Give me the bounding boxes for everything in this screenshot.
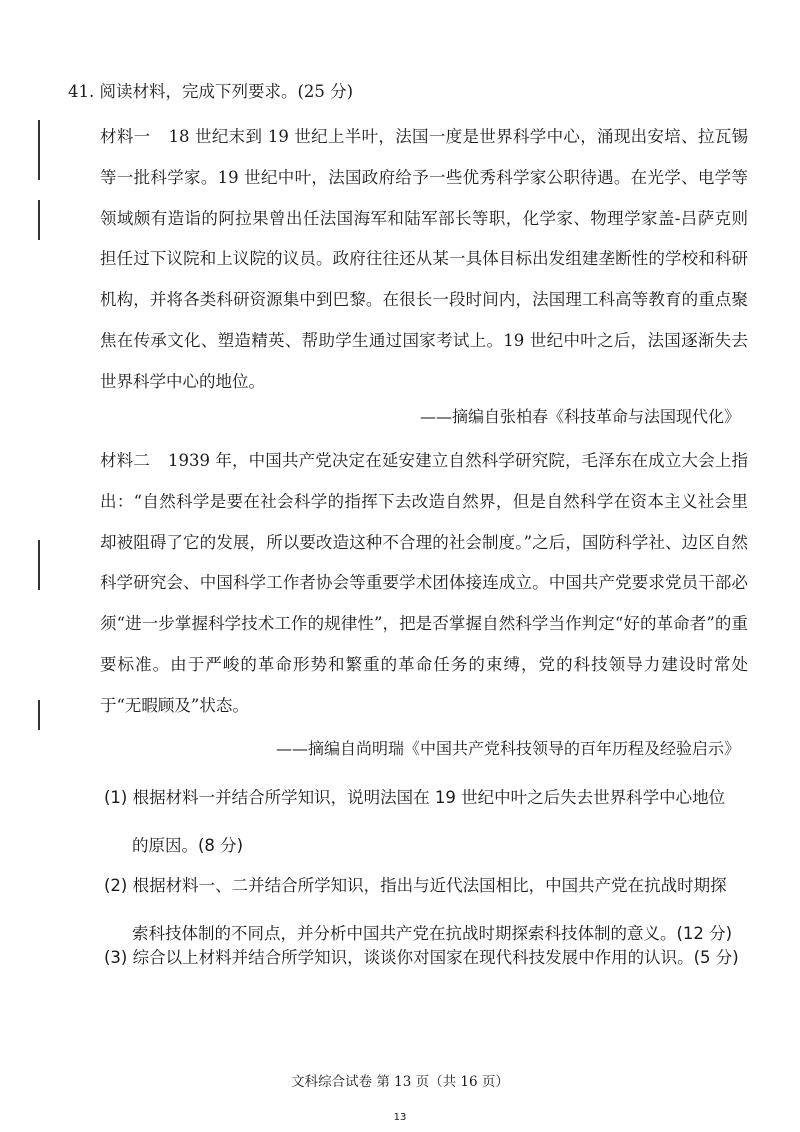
material-two-label: 材料二 [100, 451, 150, 470]
material-two-text: 1939 年，中国共产党决定在延安建立自然科学研究院，毛泽东在成立大会上指出：“自然科学是要在社会科学的指挥下去改造自然界，但是自然科学在资本主义社会里却被阻碍了它的发展，所以要改造这种不合理的社会制度。”之后，国防科学社、边区自然科学研究会、中国科学工作者协会等重要学术团体接连成立。中国共产党要求党员干部必须“进一步掌握科学技术工作的规律性”，把是否掌握自然科学当作判定“好的革命者”的重要标准。由于严峻的革命形势和繁重的革命任务的束缚，党的科技领导力建设时常处于“无暇顾及”状态。 [100, 451, 748, 715]
page-footer: 文科综合试卷 第 13 页（共 16 页） [291, 1074, 509, 1090]
binding-line-mark [38, 200, 40, 240]
sub-question-1-text: (1) 根据材料一并结合所学知识，说明法国在 19 世纪中叶之后失去世界科学中心地位的原因。(8 分) [104, 788, 726, 855]
binding-line-mark [38, 120, 40, 180]
material-one [100, 117, 748, 403]
material-two [100, 441, 748, 727]
material-one-text: 18 世纪末到 19 世纪上半叶，法国一度是世界科学中心，涌现出安培、拉瓦锡等一批科学家。19 世纪中叶，法国政府给予一些优秀科学家公职待遇。在光学、电学等领域颇有造诣的阿拉果曾出任法国海军和陆军部长等职，化学家、物理学家盖-吕萨克则担任过下议院和上议院的议员。政府往往还从某一具体目标出发组建垄断性的学校和科研机构，并将各类科研资源集中到巴黎。在很长一段时间内，法国理工科高等教育的重点聚焦在传承文化、塑造精英、帮助学生通过国家考试上。19 世纪中叶之后，法国逐渐失去世界科学中心的地位。 [100, 127, 749, 391]
material-one-label: 材料一 [100, 127, 151, 146]
sub-question-2-text: (2) 根据材料一、二并结合所学知识，指出与近代法国相比，中国共产党在抗战时期探索科技体制的不同点，并分析中国共产党在抗战时期探索科技体制的意义。(12 分) [104, 876, 733, 943]
question-heading: 41. 阅读材料，完成下列要求。(25 分) [68, 82, 354, 101]
sub-question-3-text: (3) 综合以上材料并结合所学知识，谈谈你对国家在现代科技发展中作用的认识。(5 分) [104, 948, 739, 967]
binding-line-mark [38, 540, 40, 590]
material-two-source: ——摘编自尚明瑞《中国共产党科技领导的百年历程及经验启示》 [275, 739, 740, 758]
sub-question-3 [104, 938, 740, 978]
sub-question-1 [104, 774, 740, 870]
binding-line-mark [38, 700, 40, 730]
page-number: 13 [393, 1112, 407, 1123]
material-one-source: ——摘编自张柏春《科技革命与法国现代化》 [419, 407, 740, 426]
